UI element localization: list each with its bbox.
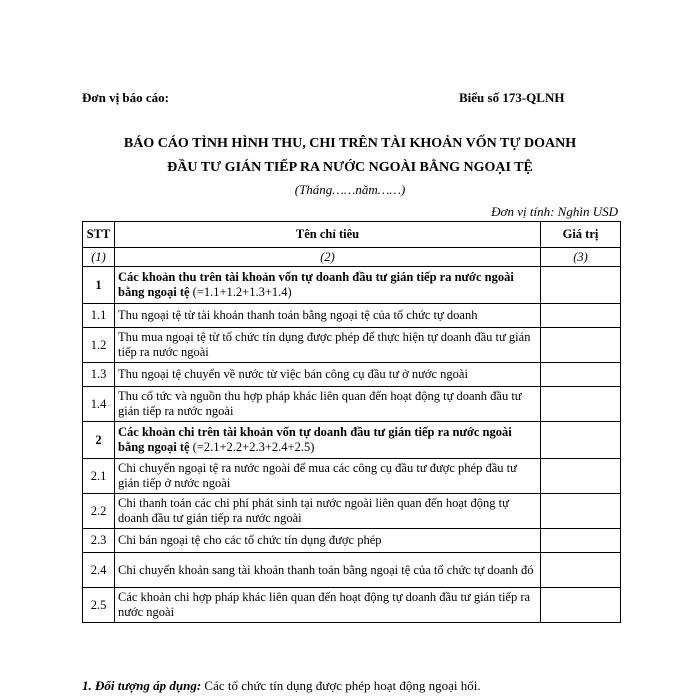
row-stt: 1 bbox=[83, 267, 115, 304]
column-number-row bbox=[83, 248, 621, 267]
form-code: Biểu số 173-QLNH bbox=[459, 90, 565, 105]
table-row bbox=[83, 304, 621, 328]
row-title: Các khoản chi trên tài khoản vốn tự doanh đầu tư gián tiếp ra nước ngoài bằng ngoại tệ bbox=[118, 425, 512, 454]
report-period: (Tháng……năm……) bbox=[294, 182, 406, 197]
row-text: Thu ngoại tệ từ tài khoản thanh toán bằng ngoại tệ của tổ chức tự doanh bbox=[115, 304, 541, 328]
row-text: Thu ngoại tệ chuyển về nước từ việc bán công cụ đầu tư ở nước ngoài bbox=[115, 363, 541, 387]
row-value bbox=[541, 459, 621, 494]
row-text: Thu cổ tức và nguồn thu hợp pháp khác liên quan đến hoạt động tự doanh đầu tư gián tiếp ra nước ngoài bbox=[115, 387, 541, 422]
row-stt: 2.5 bbox=[83, 588, 115, 623]
col-number-2: (2) bbox=[115, 248, 541, 267]
row-stt: 2.3 bbox=[83, 529, 115, 553]
row-value bbox=[541, 494, 621, 529]
row-stt: 1.1 bbox=[83, 304, 115, 328]
row-value bbox=[541, 304, 621, 328]
header-value: Giá trị bbox=[541, 222, 621, 248]
report-title-line2: ĐẦU TƯ GIÁN TIẾP RA NƯỚC NGOÀI BẰNG NGOẠI TỆ bbox=[167, 160, 533, 175]
report-table bbox=[82, 221, 621, 623]
row-text: Các khoản chi hợp pháp khác liên quan đến hoạt động tự doanh đầu tư gián tiếp ra nước ngoài bbox=[115, 588, 541, 623]
row-stt: 2.4 bbox=[83, 553, 115, 588]
header-stt: STT bbox=[83, 222, 115, 248]
table-row bbox=[83, 328, 621, 363]
row-text: Thu mua ngoại tệ từ tổ chức tín dụng được phép để thực hiện tự doanh đầu tư gián tiếp ra nước ngoài bbox=[115, 328, 541, 363]
row-stt: 2.1 bbox=[83, 459, 115, 494]
table-row bbox=[83, 459, 621, 494]
row-stt: 2.2 bbox=[83, 494, 115, 529]
row-stt: 2 bbox=[83, 422, 115, 459]
row-text: Chi bán ngoại tệ cho các tổ chức tín dụng được phép bbox=[115, 529, 541, 553]
col-number-1: (1) bbox=[83, 248, 115, 267]
row-value bbox=[541, 387, 621, 422]
row-stt: 1.2 bbox=[83, 328, 115, 363]
report-title-line1: BÁO CÁO TÌNH HÌNH THU, CHI TRÊN TÀI KHOẢN VỐN TỰ DOANH bbox=[123, 136, 577, 151]
row-title: Các khoản thu trên tài khoản vốn tự doanh đầu tư gián tiếp ra nước ngoài bằng ngoại tệ bbox=[118, 270, 514, 299]
table-row bbox=[83, 529, 621, 553]
unit-label: Đơn vị tính: Nghìn USD bbox=[491, 204, 618, 219]
reporting-unit-label: Đơn vị báo cáo: bbox=[82, 90, 170, 105]
row-value bbox=[541, 588, 621, 623]
applicable-subject-text: Các tổ chức tín dụng được phép hoạt động ngoại hối. bbox=[201, 678, 481, 693]
table-row bbox=[83, 387, 621, 422]
row-text: Chi chuyển khoản sang tài khoản thanh toán bằng ngoại tệ của tổ chức tự doanh đó bbox=[115, 553, 541, 588]
row-value bbox=[541, 363, 621, 387]
row-text bbox=[115, 422, 541, 459]
header-indicator-name: Tên chỉ tiêu bbox=[115, 222, 541, 248]
table-row bbox=[83, 267, 621, 304]
table-row bbox=[83, 363, 621, 387]
row-value bbox=[541, 267, 621, 304]
row-text bbox=[115, 267, 541, 304]
row-value bbox=[541, 529, 621, 553]
row-formula: (=1.1+1.2+1.3+1.4) bbox=[189, 285, 292, 299]
table-header-row bbox=[83, 222, 621, 248]
table-row bbox=[83, 588, 621, 623]
table-row bbox=[83, 422, 621, 459]
row-stt: 1.3 bbox=[83, 363, 115, 387]
table-row bbox=[83, 553, 621, 588]
table-row bbox=[83, 494, 621, 529]
col-number-3: (3) bbox=[541, 248, 621, 267]
row-value bbox=[541, 328, 621, 363]
applicable-subject-label: 1. Đối tượng áp dụng: bbox=[82, 678, 202, 693]
row-value bbox=[541, 553, 621, 588]
row-formula: (=2.1+2.2+2.3+2.4+2.5) bbox=[189, 440, 315, 454]
row-stt: 1.4 bbox=[83, 387, 115, 422]
row-value bbox=[541, 422, 621, 459]
row-text: Chi thanh toán các chi phí phát sinh tại nước ngoài liên quan đến hoạt động tự doanh đầu tư gián tiếp ra nước ngoài bbox=[115, 494, 541, 529]
row-text: Chi chuyển ngoại tệ ra nước ngoài để mua các công cụ đầu tư được phép đầu tư gián tiếp ở nước ngoài bbox=[115, 459, 541, 494]
applicable-subject-note bbox=[82, 678, 481, 694]
